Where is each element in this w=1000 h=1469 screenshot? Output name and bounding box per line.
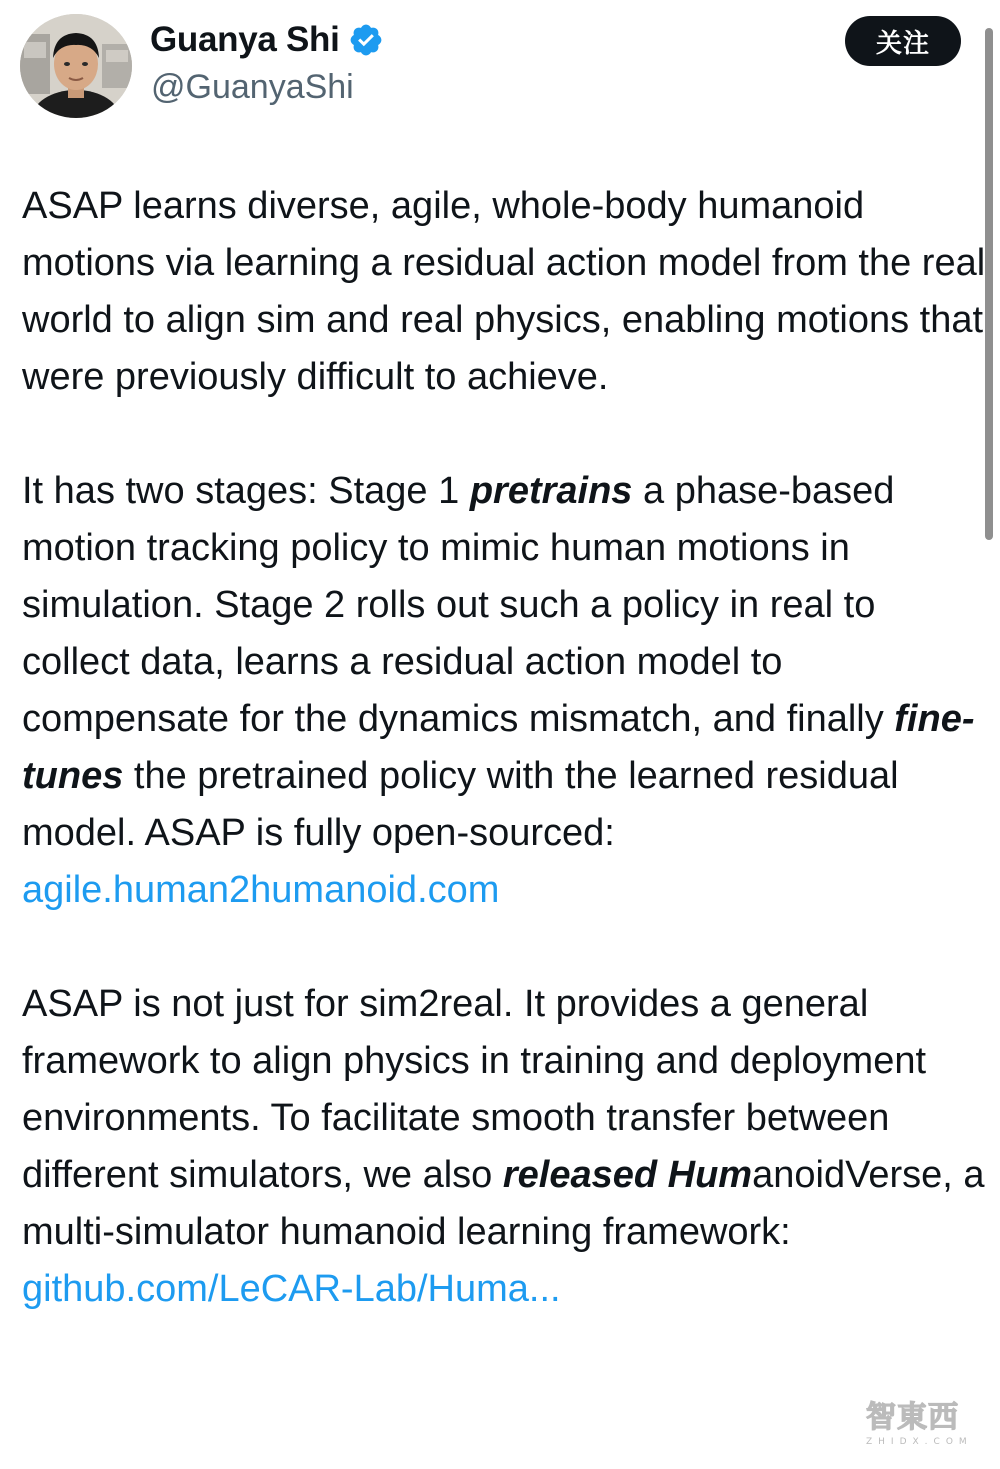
author-display-name[interactable]: Guanya Shi (150, 20, 340, 59)
paragraph-3-text-b: anoidVerse, a multi-simulator humanoid learning framework: (22, 1154, 985, 1253)
author-handle[interactable]: @GuanyaShi (151, 68, 354, 106)
github-link[interactable]: github.com/LeCAR-Lab/Huma... (22, 1268, 561, 1310)
tweet-paragraph-2 (22, 463, 987, 919)
author-name-row[interactable] (150, 18, 384, 62)
tweet-text (22, 178, 987, 1318)
watermark-logo-text: 智東西 (866, 1400, 959, 1435)
watermark (866, 1400, 984, 1456)
emphasis-fine-tunes: fine-tunes (22, 698, 975, 797)
paragraph-3-text-a: ASAP is not just for sim2real. It provides a general framework to align physics in training and deployment environments. To facilitate smooth transfer between different simulators, we also (22, 983, 927, 1196)
tweet-paragraph-1: ASAP learns diverse, agile, whole-body humanoid motions via learning a residual action model from the real world to align sim and real physics, enabling motions that were previously difficult to achieve. (22, 185, 986, 398)
avatar[interactable] (20, 14, 132, 118)
project-link[interactable]: agile.human2humanoid.com (22, 869, 500, 911)
watermark-subtext: ZHIDX.COM (866, 1437, 973, 1447)
follow-button[interactable]: 关注 (845, 16, 961, 66)
paragraph-2-text-c: the pretrained policy with the learned residual model. ASAP is fully open-sourced: (22, 755, 899, 854)
emphasis-released: released Hum (502, 1154, 753, 1196)
tweet-paragraph-3 (22, 976, 987, 1318)
verified-badge-icon (348, 22, 384, 58)
emphasis-pretrains: pretrains (469, 470, 633, 512)
paragraph-2-text-a: It has two stages: Stage 1 (22, 470, 470, 512)
paragraph-2-text-b: a phase-based motion tracking policy to mimic human motions in simulation. Stage 2 rolls out such a policy in real to collect data, learns a residual action model to compensate for the dynamics mismatch, and finally (22, 470, 895, 740)
